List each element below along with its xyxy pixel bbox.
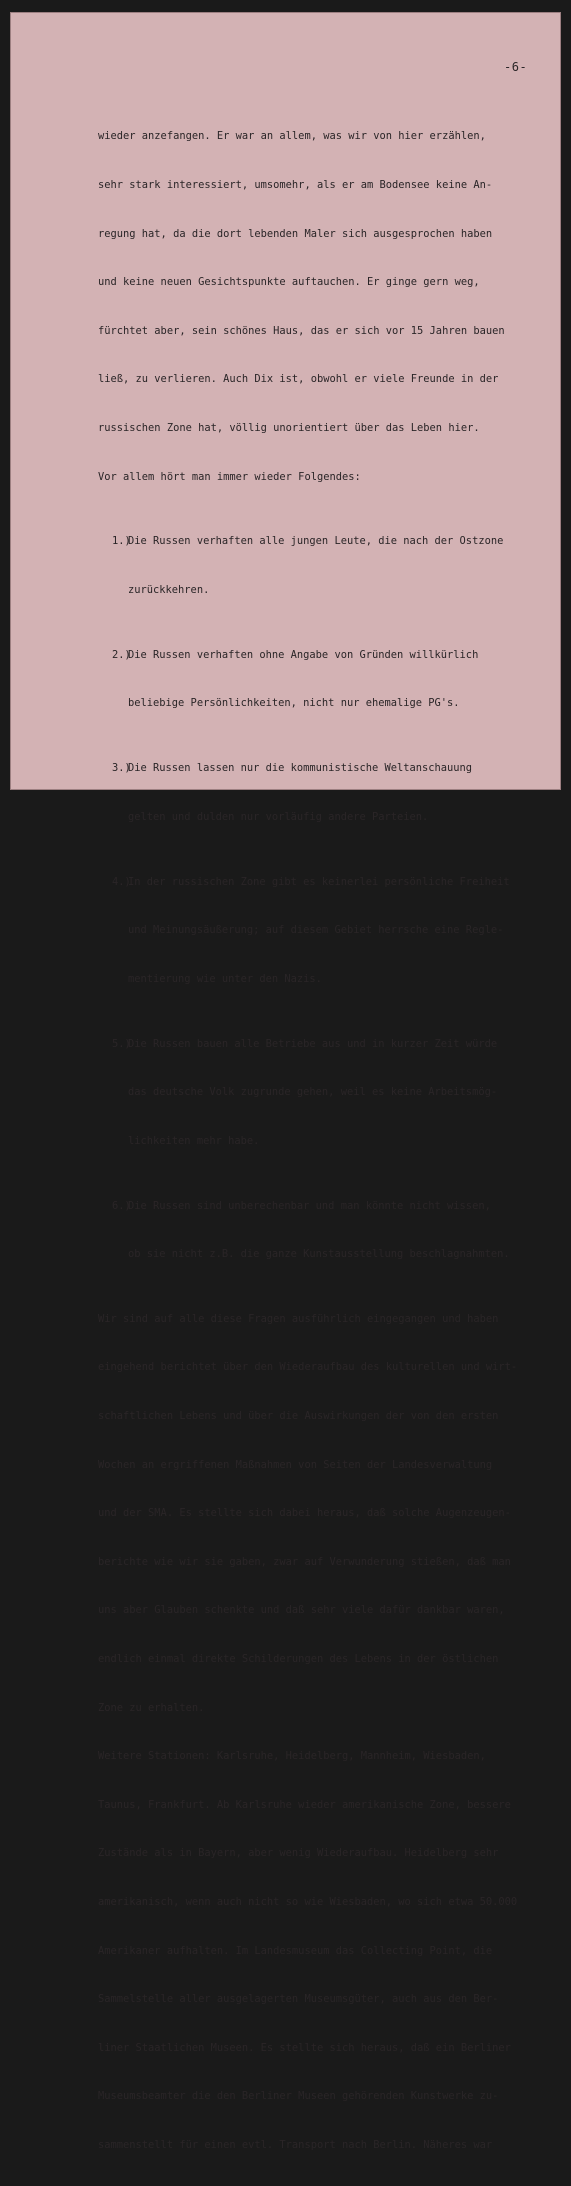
list-text: Die Russen sind unberechenbar und man könnte nicht wissen, xyxy=(128,1199,491,1212)
list-text: Die Russen verhaften alle jungen Leute, die nach der Ostzone xyxy=(128,535,504,548)
list-item-3 xyxy=(98,760,548,776)
list-number: 6.) xyxy=(112,1199,131,1212)
text-line: ließ, zu verlieren. Auch Dix ist, obwohl er viele Freunde in der xyxy=(98,373,499,386)
text-line: Zustände als in Bayern, aber wenig Wiederaufbau. Heidelberg sehr xyxy=(98,1847,499,1860)
text-line: amerikanisch, wenn auch nicht so wie Wiesbaden, wo sich etwa 50.000 xyxy=(98,1896,518,1909)
list-item-4 xyxy=(98,874,548,890)
text-line: wieder anzefangen. Er war an allem, was wir von hier erzählen, xyxy=(98,130,486,143)
text-line: schaftlichen Lebens und über die Auswirkungen der von den ersten xyxy=(98,1410,499,1423)
list-number: 5.) xyxy=(112,1037,131,1050)
list-text: zurückkehren. xyxy=(128,583,210,596)
list-text: Die Russen verhaften ohne Angabe von Gründen willkürlich xyxy=(128,648,479,661)
list-text: In der russischen Zone gibt es keinerlei persönliche Freiheit xyxy=(128,875,510,888)
list-text: gelten und dulden nur vorläufig andere Parteien. xyxy=(128,810,429,823)
text-line: sammenstellt für einen evtl. Transport nach Berlin. Näheres war xyxy=(98,2138,493,2151)
list-item-6 xyxy=(98,1198,548,1214)
list-text: lichkeiten mehr habe. xyxy=(128,1134,260,1147)
document-body xyxy=(98,96,548,2186)
text-line: Wochen an ergriffenen Maßnahmen von Seiten der Landesverwaltung xyxy=(98,1458,493,1471)
list-number: 1.) xyxy=(112,535,131,548)
list-item-5 xyxy=(98,1036,548,1052)
text-line: Museumsbeamter die den Berliner Museen gehörenden Kunstwerke zu- xyxy=(98,2090,499,2103)
text-line: russischen Zone hat, völlig unorientiert über das Leben hier. xyxy=(98,421,480,434)
text-line: Sammelstelle aller ausgelagerten Museumsgüter, auch aus den Ber- xyxy=(98,1993,499,2006)
list-item-2 xyxy=(98,647,548,663)
list-text: mentierung wie unter den Nazis. xyxy=(128,972,322,985)
text-line: endlich einmal direkte Schilderungen des Lebens in der östlichen xyxy=(98,1653,499,1666)
text-line: Wir sind auf alle diese Fragen ausführlich eingegangen und haben xyxy=(98,1312,499,1325)
text-line: uns aber Glauben schenkte und daß sehr viele dafür dankbar waren, xyxy=(98,1604,505,1617)
page-number: -6- xyxy=(504,60,528,74)
text-line: liner Staatlichen Museen. Es stellte sich heraus, daß ein Berliner xyxy=(98,2041,511,2054)
text-line: berichte wie wir sie gaben, zwar auf Verwunderung stießen, daß man xyxy=(98,1555,511,1568)
text-line: und keine neuen Gesichtspunkte auftauchen. Er ginge gern weg, xyxy=(98,276,480,289)
list-text: das deutsche Volk zugrunde gehen, weil es keine Arbeitsmög- xyxy=(128,1086,498,1099)
list-item-1 xyxy=(98,533,548,549)
text-line: Taunus, Frankfurt. Ab Karlsruhe wieder amerikanische Zone, bessere xyxy=(98,1798,511,1811)
text-line: sehr stark interessiert, umsomehr, als er am Bodensee keine An- xyxy=(98,179,493,191)
text-line: eingehend berichtet über den Wiederaufbau des kulturellen und wirt- xyxy=(98,1361,518,1374)
list-text: und Meinungsäußerung; auf diesem Gebiet herrsche eine Regle- xyxy=(128,924,504,937)
document-page xyxy=(10,12,561,2151)
text-line: regung hat, da die dort lebenden Maler sich ausgesprochen haben xyxy=(98,227,493,240)
text-line: Zone zu erhalten. xyxy=(98,1701,205,1714)
list-text: ob sie nicht z.B. die ganze Kunstausstellung beschlagnahmten. xyxy=(128,1248,510,1261)
text-line: Vor allem hört man immer wieder Folgendes: xyxy=(98,470,361,483)
list-number: 2.) xyxy=(112,648,131,661)
list-text: beliebige Persönlichkeiten, nicht nur ehemalige PG's. xyxy=(128,697,460,710)
text-line: fürchtet aber, sein schönes Haus, das er sich vor 15 Jahren bauen xyxy=(98,324,505,337)
list-text: Die Russen bauen alle Betriebe aus und in kurzer Zeit würde xyxy=(128,1037,498,1050)
list-number: 4.) xyxy=(112,875,131,888)
list-text: Die Russen lassen nur die kommunistische Weltanschauung xyxy=(128,762,473,775)
text-line: Weitere Stationen: Karlsruhe, Heidelberg, Mannheim, Wiesbaden, xyxy=(98,1750,486,1763)
text-line: und der SMA. Es stellte sich dabei heraus, daß solche Augenzeugen- xyxy=(98,1507,511,1520)
text-line: Amerikaner aufhalten. Im Landesmuseum das Collecting Point, die xyxy=(98,1944,493,1957)
list-number: 3.) xyxy=(112,762,131,775)
